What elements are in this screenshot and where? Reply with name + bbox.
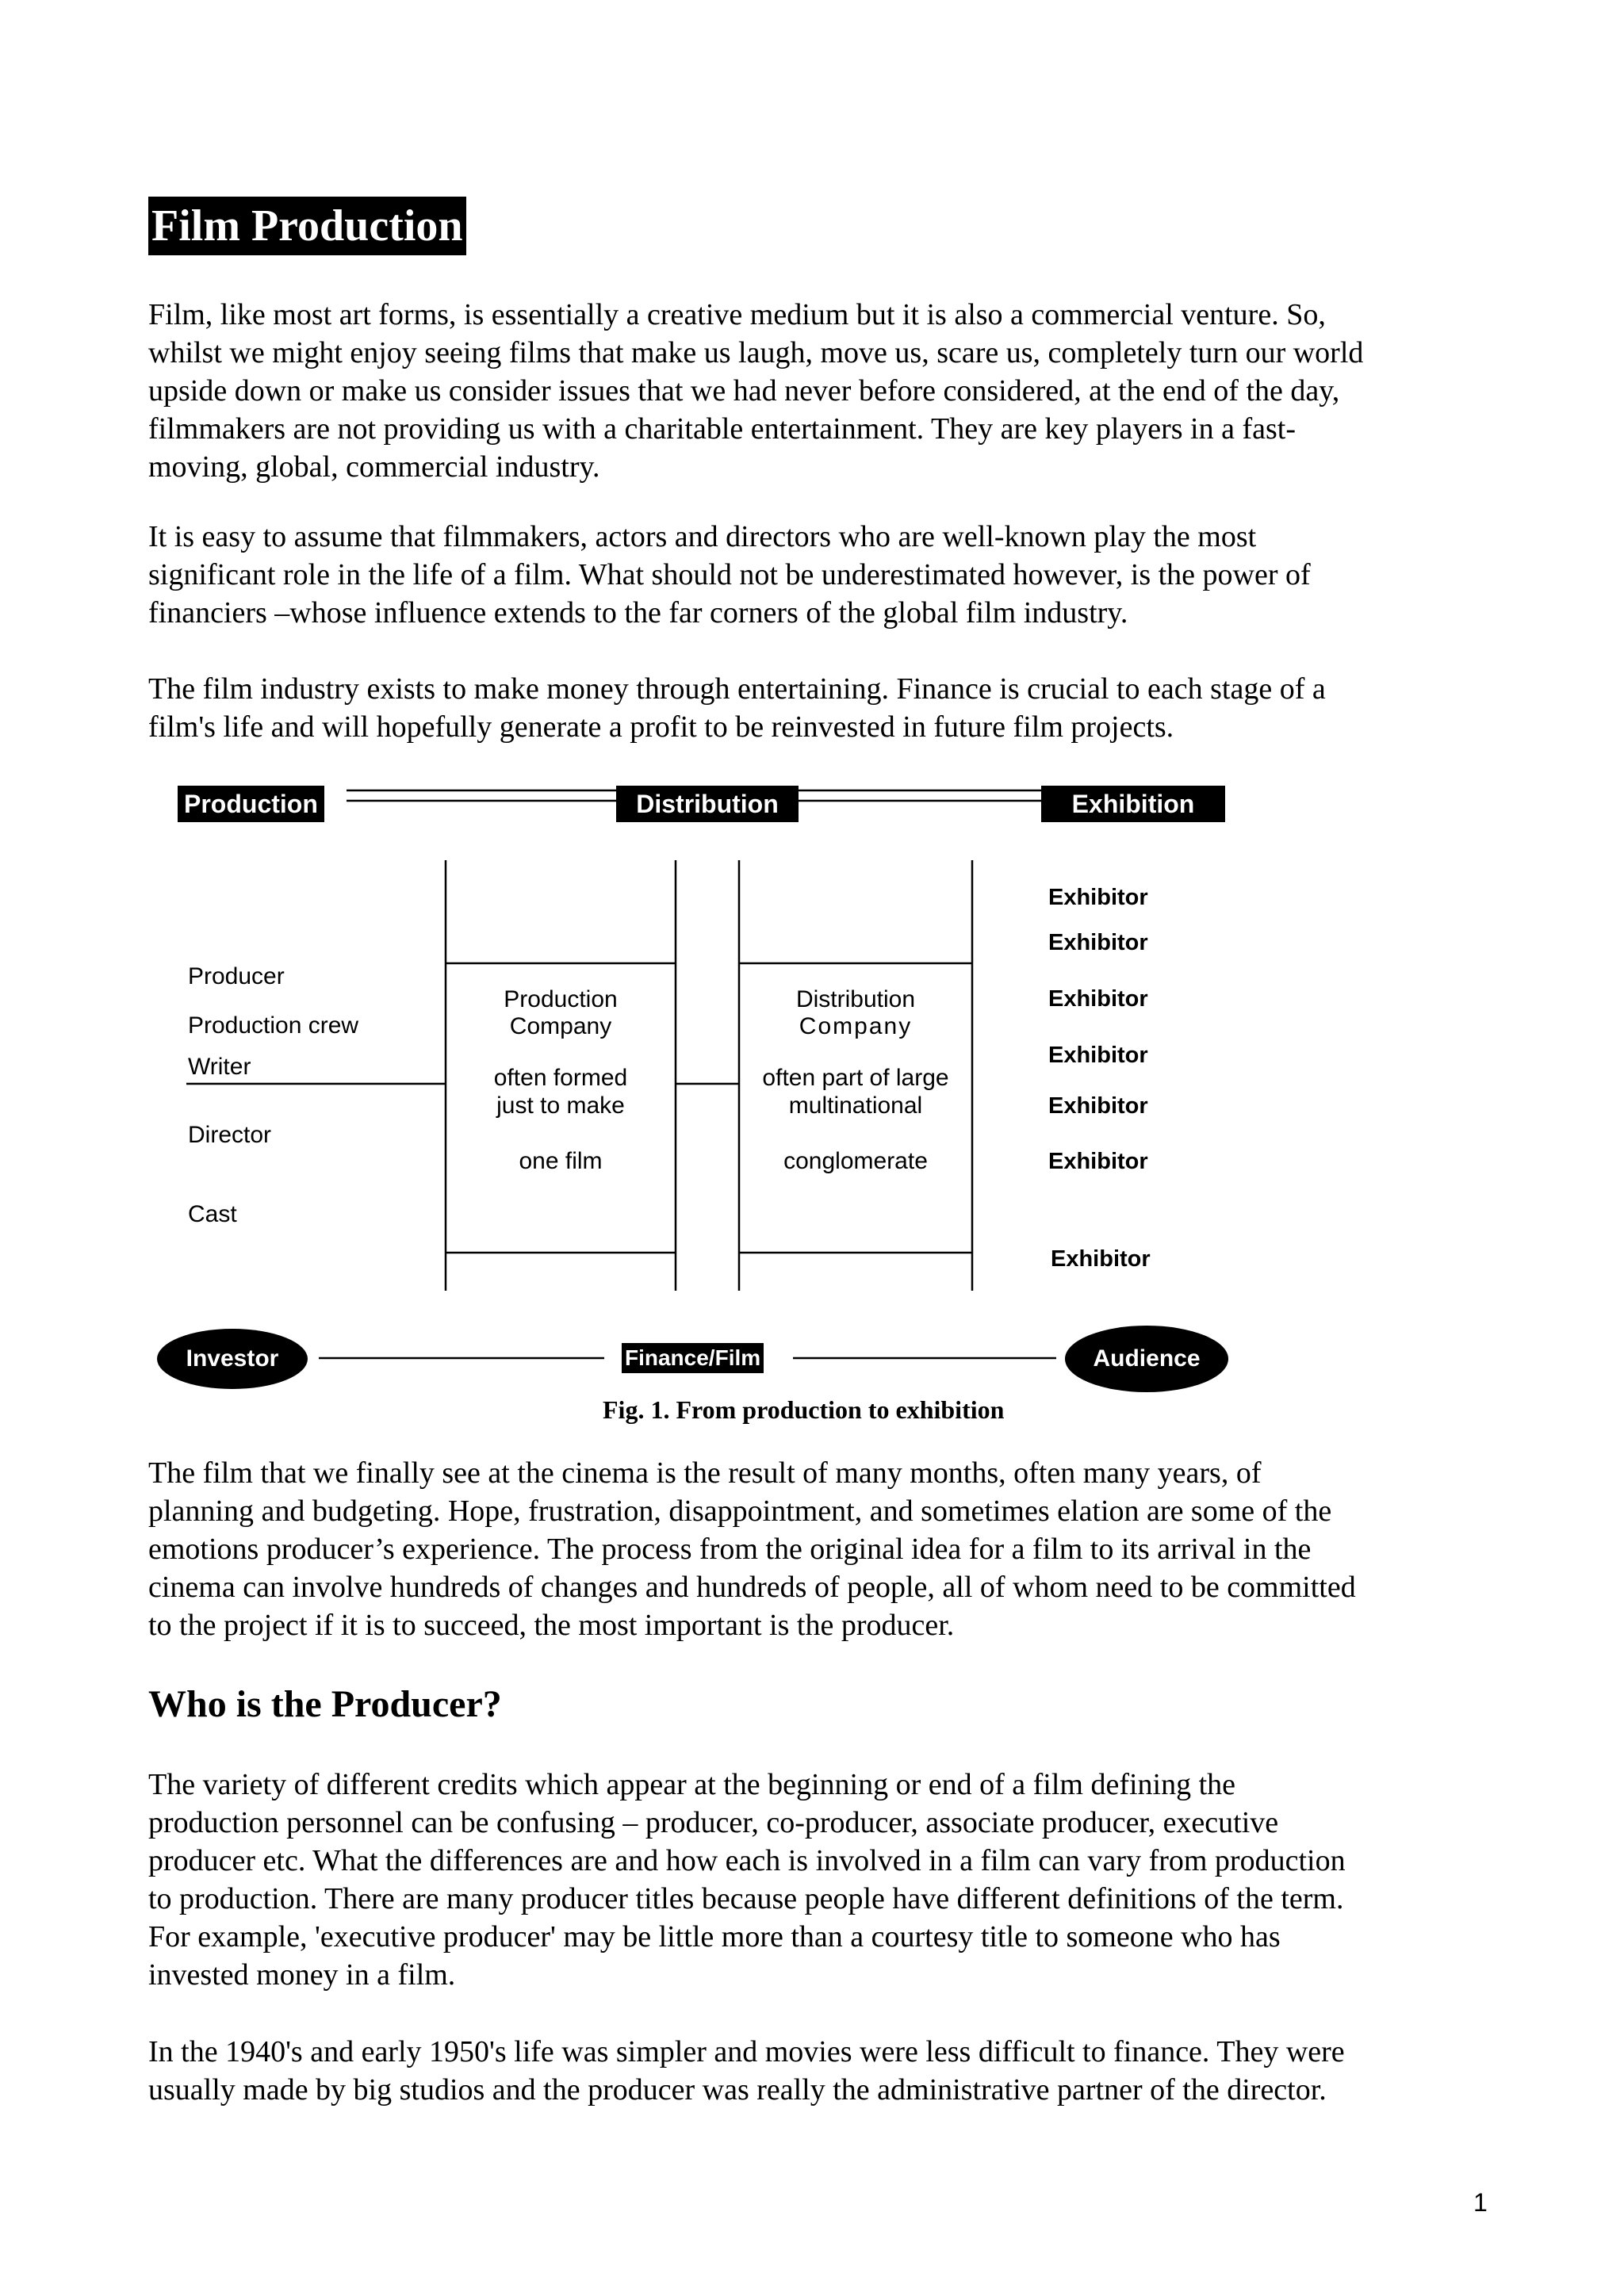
text-line: producer etc. What the differences are and how each is involved in a film can vary from production — [148, 1844, 1346, 1877]
figure-caption: Fig. 1. From production to exhibition — [603, 1395, 1005, 1424]
distribution-company-name-1: Distribution — [795, 986, 916, 1012]
paragraph-credits — [148, 1766, 1480, 1994]
text-line: The film industry exists to make money through entertaining. Finance is crucial to each stage of a — [148, 672, 1326, 706]
text-line: Film, like most art forms, is essentially a creative medium but it is also a commercial venture. So, — [148, 298, 1326, 331]
text-line: cinema can involve hundreds of changes and hundreds of people, all of whom need to be committed — [148, 1571, 1356, 1604]
exhibitor-3: Exhibitor — [1048, 986, 1148, 1012]
text-line: upside down or make us consider issues that we had never before considered, at the end of the day, — [148, 374, 1340, 408]
production-company-name-2: Company — [509, 1013, 612, 1039]
text-line: to production. There are many producer titles because people have different definitions of the term. — [148, 1882, 1344, 1915]
exhibitor-2: Exhibitor — [1048, 930, 1148, 955]
exhibitor-6: Exhibitor — [1048, 1149, 1148, 1174]
text-line: The film that we finally see at the cinema is the result of many months, often many years, of — [148, 1456, 1262, 1490]
text-line: financiers –whose influence extends to the far corners of the global film industry. — [148, 596, 1128, 629]
paragraph-cinema — [148, 1454, 1480, 1644]
investor-oval: Investor — [157, 1329, 308, 1389]
text-line: film's life and will hopefully generate a profit to be reinvested in future film projects. — [148, 710, 1174, 744]
text-line: For example, 'executive producer' may be little more than a courtesy title to someone who has — [148, 1920, 1281, 1954]
section-heading: Who is the Producer? — [148, 1683, 502, 1725]
exhibitor-4: Exhibitor — [1048, 1043, 1148, 1068]
exhibitor-1: Exhibitor — [1048, 885, 1148, 910]
text-line: In the 1940's and early 1950's life was simpler and movies were less difficult to finance. They were — [148, 2035, 1345, 2068]
paragraph-history — [148, 2033, 1480, 2109]
paragraph-intro — [148, 296, 1480, 486]
audience-oval: Audience — [1065, 1326, 1228, 1392]
text-line: The variety of different credits which appear at the beginning or end of a film defining the — [148, 1768, 1236, 1801]
stage-production-label: Production — [178, 786, 324, 822]
exhibitor-5: Exhibitor — [1048, 1093, 1148, 1119]
crew-writer: Writer — [188, 1054, 251, 1080]
text-line: invested money in a film. — [148, 1958, 456, 1992]
stage-distribution-label: Distribution — [616, 786, 799, 822]
production-company-desc-1: often formed — [493, 1065, 628, 1091]
text-line: whilst we might enjoy seeing films that make us laugh, move us, scare us, completely turn our world — [148, 336, 1364, 369]
text-line: usually made by big studios and the producer was really the administrative partner of the director. — [148, 2073, 1327, 2107]
paragraph-financiers — [148, 518, 1480, 632]
text-line: to the project if it is to succeed, the most important is the producer. — [148, 1609, 955, 1642]
text-line: emotions producer’s experience. The process from the original idea for a film to its arrival in the — [148, 1533, 1312, 1566]
text-line: production personnel can be confusing – producer, co-producer, associate producer, executive — [148, 1806, 1279, 1839]
crew-producer: Producer — [188, 963, 285, 989]
distribution-company-desc-2: multinational — [788, 1093, 923, 1119]
text-line: filmmakers are not providing us with a charitable entertainment. They are key players in a fast- — [148, 412, 1297, 446]
stage-exhibition-label: Exhibition — [1041, 786, 1225, 822]
exhibitor-7: Exhibitor — [1051, 1246, 1151, 1272]
distribution-company-name-2: Company — [799, 1013, 913, 1039]
distribution-company-desc-1: often part of large — [762, 1065, 949, 1091]
production-company-desc-2: just to make — [496, 1093, 625, 1119]
finance-film-label: Finance/Film — [622, 1343, 764, 1373]
paragraph-industry — [148, 670, 1480, 746]
crew-director: Director — [188, 1122, 272, 1148]
text-line: planning and budgeting. Hope, frustration, disappointment, and sometimes elation are some of the — [148, 1494, 1332, 1528]
crew-cast: Cast — [188, 1201, 237, 1227]
crew-production-crew: Production crew — [188, 1012, 359, 1039]
production-company-desc-3: one film — [519, 1148, 603, 1174]
text-line: It is easy to assume that filmmakers, actors and directors who are well-known play the most — [148, 520, 1257, 553]
page-title: Film Production — [148, 197, 466, 255]
production-company-name-1: Production — [504, 986, 618, 1012]
text-line: significant role in the life of a film. What should not be underestimated however, is the power of — [148, 558, 1311, 591]
text-line: moving, global, commercial industry. — [148, 450, 600, 484]
page-number: 1 — [1473, 2188, 1488, 2217]
distribution-company-desc-3: conglomerate — [783, 1148, 928, 1174]
